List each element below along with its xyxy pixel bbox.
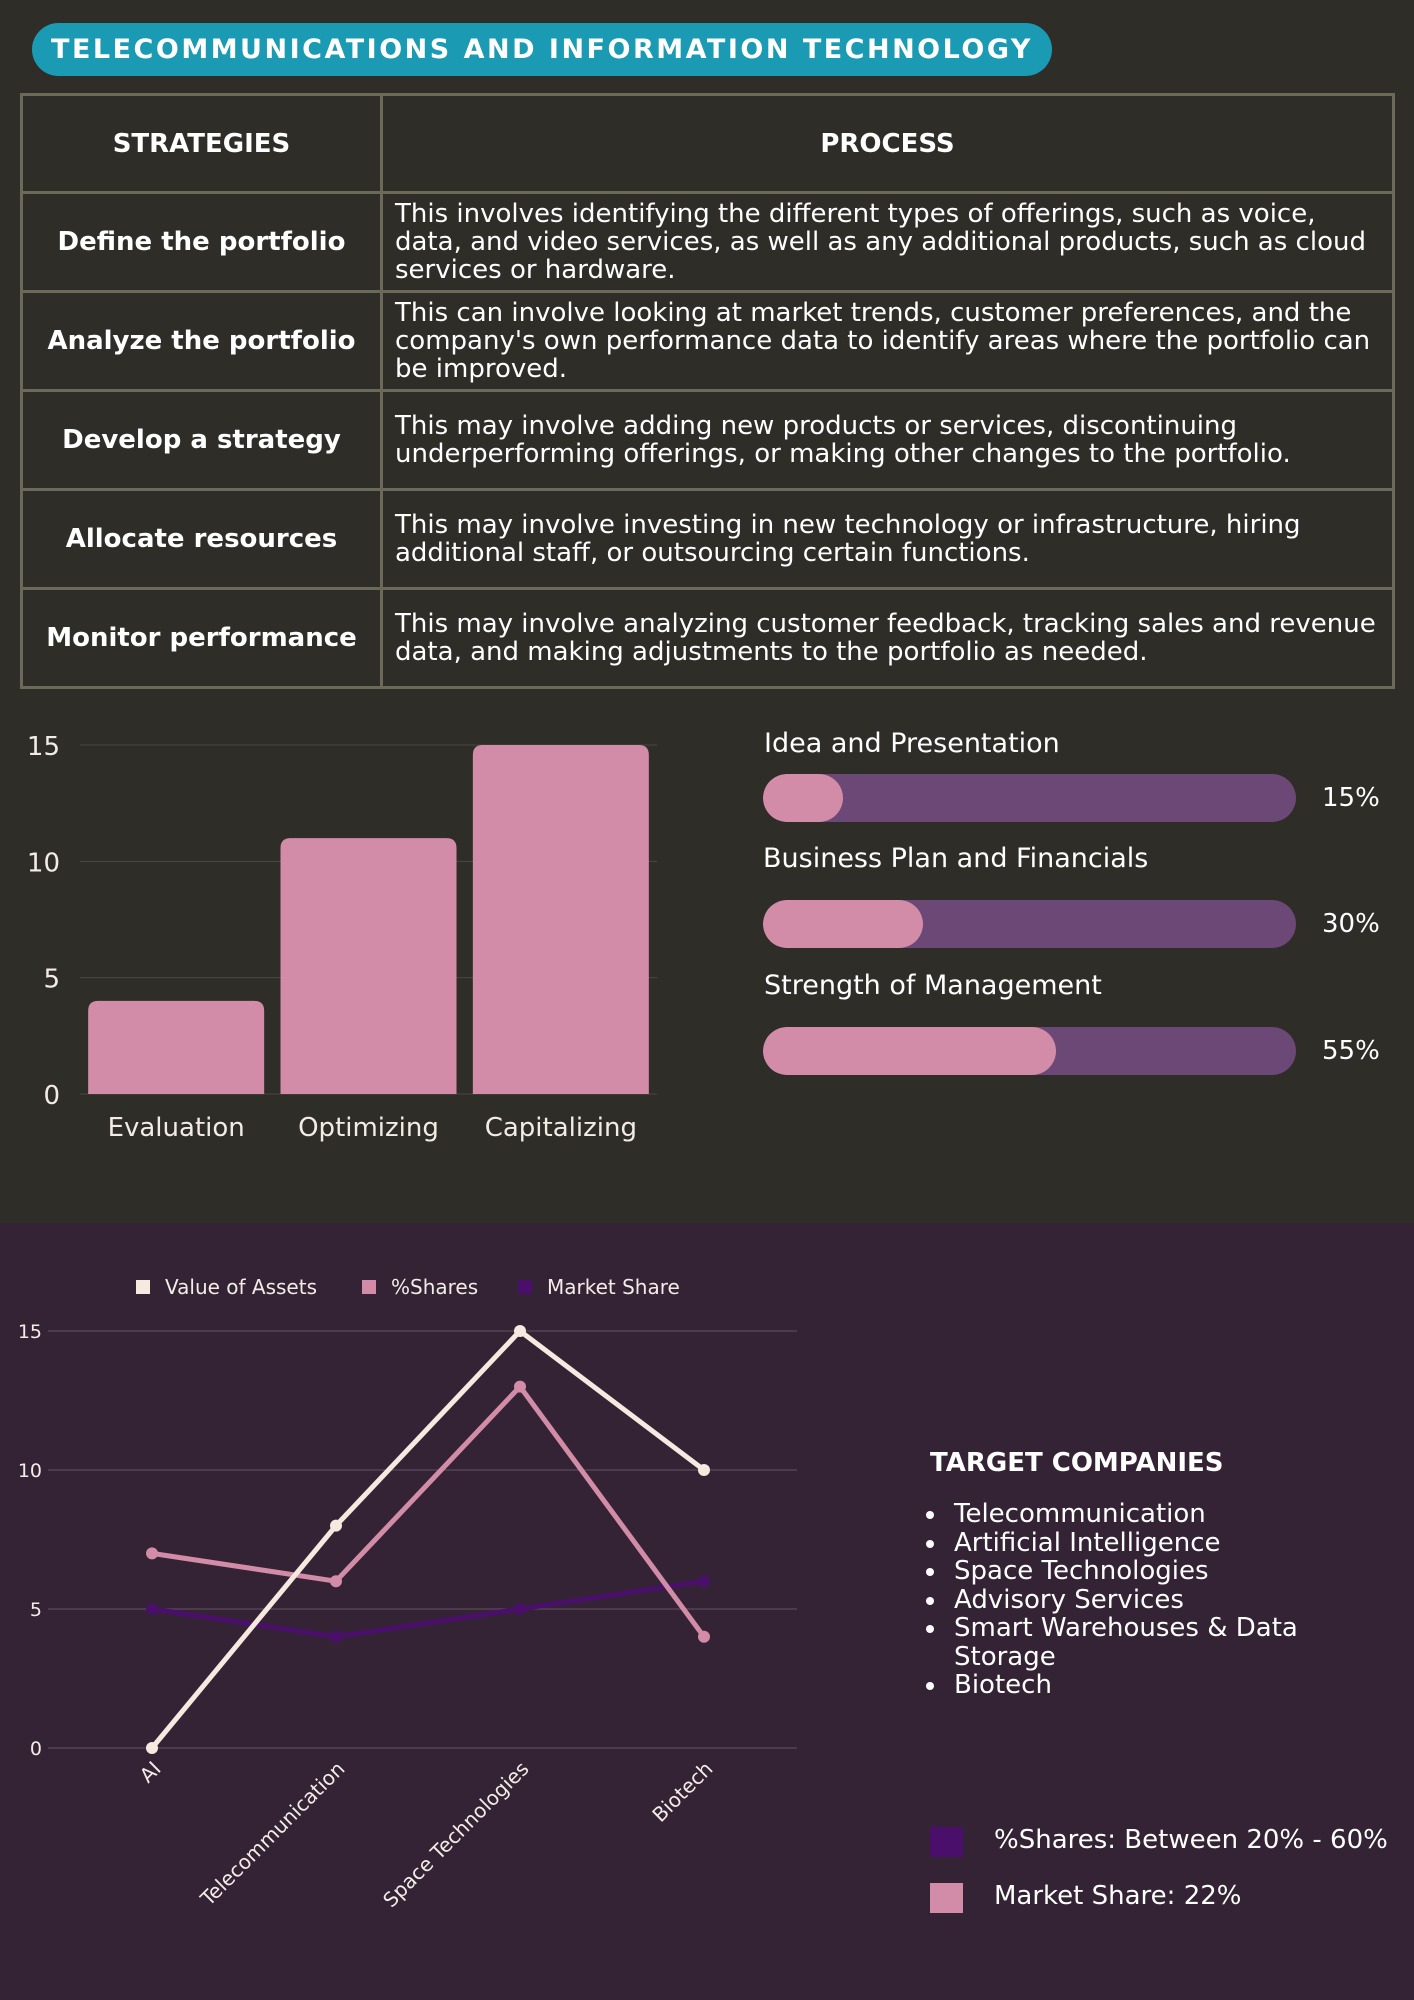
legend-label: Market Share (547, 1275, 680, 1299)
y-tick-label: 10 (17, 1460, 42, 1482)
x-tick-label: Optimizing (298, 1113, 439, 1143)
table-row (22, 391, 1394, 490)
strategies-table (20, 93, 1395, 689)
table-row (22, 589, 1394, 688)
data-point (330, 1520, 342, 1532)
progress-track (763, 900, 1296, 948)
bar-chart (0, 700, 700, 1160)
strategy-cell: Monitor performance (22, 589, 382, 688)
header-process: PROCESS (382, 95, 1394, 193)
note-swatch (930, 1883, 963, 1913)
data-point (330, 1631, 342, 1643)
series-line (152, 1331, 704, 1748)
y-tick-label: 0 (43, 1081, 60, 1111)
progress-track (763, 1027, 1296, 1075)
list-item: • Artificial Intelligence (948, 1529, 1390, 1558)
data-point (514, 1381, 526, 1393)
list-item: • Smart Warehouses & Data Storage (948, 1614, 1390, 1671)
strategy-cell: Analyze the portfolio (22, 292, 382, 391)
process-cell: This involves identifying the different types of offerings, such as voice, data, and video services, as well as any additional products, such as cloud services or hardware. (382, 193, 1394, 292)
legend-label: %Shares (391, 1275, 479, 1299)
x-tick-label: Biotech (647, 1756, 718, 1827)
progress-value: 15% (1322, 783, 1380, 813)
y-tick-label: 15 (17, 1321, 42, 1343)
target-companies (930, 1448, 1390, 1700)
y-tick-label: 10 (26, 848, 60, 879)
data-point (698, 1631, 710, 1643)
table-row (22, 193, 1394, 292)
x-tick-label: Capitalizing (484, 1113, 637, 1143)
strategy-cell: Define the portfolio (22, 193, 382, 292)
data-point (146, 1547, 158, 1559)
x-tick-label: AI (134, 1756, 166, 1788)
progress-fill (763, 774, 843, 822)
data-point (698, 1575, 710, 1587)
y-tick-label: 5 (43, 964, 60, 995)
progress-label: Business Plan and Financials (763, 843, 1149, 874)
header-strategies: STRATEGIES (22, 95, 382, 193)
note-text: Market Share: 22% (994, 1881, 1242, 1911)
progress-label: Strength of Management (764, 970, 1102, 1001)
y-tick-label: 15 (26, 732, 60, 762)
bar (473, 745, 649, 1094)
process-cell: This can involve looking at market trends, customer preferences, and the company's own performance data to identify areas where the portfolio can be improved. (382, 292, 1394, 391)
process-cell: This may involve adding new products or services, discontinuing underperforming offerings, or making other changes to the portfolio. (382, 391, 1394, 490)
legend-swatch (362, 1280, 376, 1294)
series-line (152, 1387, 704, 1637)
list-item: • Space Technologies (948, 1557, 1390, 1586)
list-item: • Biotech (948, 1671, 1390, 1700)
data-point (146, 1603, 158, 1615)
note-text: %Shares: Between 20% - 60% (994, 1825, 1388, 1855)
strategy-cell: Allocate resources (22, 490, 382, 589)
x-tick-label: Evaluation (107, 1113, 245, 1143)
line-chart (0, 1223, 820, 2000)
data-point (514, 1603, 526, 1615)
bar (88, 1001, 264, 1094)
table-header-row (22, 95, 1394, 193)
legend-swatch (136, 1280, 150, 1294)
process-cell: This may involve investing in new technology or infrastructure, hiring additional staff, or outsourcing certain functions. (382, 490, 1394, 589)
data-point (330, 1575, 342, 1587)
progress-label: Idea and Presentation (764, 728, 1060, 759)
note-swatch (930, 1827, 963, 1857)
x-tick-label: Space Technologies (378, 1756, 534, 1912)
progress-fill (763, 1027, 1056, 1075)
progress-track (763, 774, 1296, 822)
list-item: • Telecommunication (948, 1500, 1390, 1529)
process-cell: This may involve analyzing customer feedback, tracking sales and revenue data, and making adjustments to the portfolio as needed. (382, 589, 1394, 688)
data-point (698, 1464, 710, 1476)
legend-label: Value of Assets (165, 1275, 318, 1299)
legend-swatch (518, 1280, 532, 1294)
page-title: TELECOMMUNICATIONS AND INFORMATION TECHNOLOGY (32, 23, 1052, 76)
target-companies-list (930, 1500, 1390, 1700)
data-point (146, 1742, 158, 1754)
x-tick-label: Telecommunication (195, 1756, 350, 1911)
target-companies-heading: TARGET COMPANIES (930, 1448, 1224, 1478)
progress-value: 30% (1322, 909, 1380, 939)
bar (281, 838, 457, 1094)
list-item: • Advisory Services (948, 1586, 1390, 1615)
data-point (514, 1325, 526, 1337)
table-row (22, 292, 1394, 391)
y-tick-label: 5 (29, 1599, 42, 1621)
y-tick-label: 0 (29, 1738, 42, 1760)
strategy-cell: Develop a strategy (22, 391, 382, 490)
progress-value: 55% (1322, 1036, 1380, 1066)
progress-fill (763, 900, 923, 948)
table-row (22, 490, 1394, 589)
